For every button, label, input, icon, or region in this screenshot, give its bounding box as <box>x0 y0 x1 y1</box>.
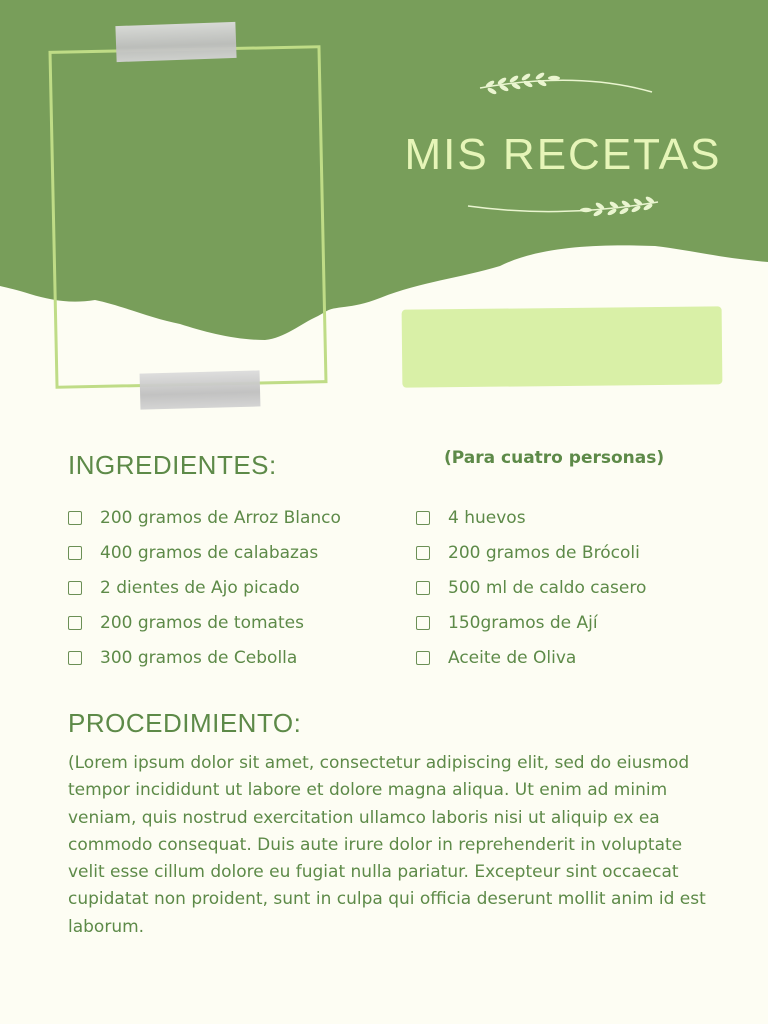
checkbox[interactable] <box>68 616 82 630</box>
checkbox[interactable] <box>416 651 430 665</box>
servings-note: (Para cuatro personas) <box>444 448 665 468</box>
ingredient-item[interactable] <box>68 500 388 535</box>
highlight-banner <box>402 306 723 387</box>
page-title: MIS RECETAS <box>404 130 722 179</box>
ingredient-item[interactable] <box>416 500 736 535</box>
ingredient-label: 200 gramos de Brócoli <box>448 542 640 563</box>
ingredient-item[interactable] <box>416 535 736 570</box>
ingredient-item[interactable] <box>416 570 736 605</box>
photo-frame <box>48 45 327 389</box>
checkbox[interactable] <box>416 581 430 595</box>
ingredient-item[interactable] <box>68 640 388 675</box>
ingredient-item[interactable] <box>68 535 388 570</box>
leaf-sprig-icon <box>466 194 662 220</box>
checkbox[interactable] <box>68 651 82 665</box>
checkbox[interactable] <box>416 511 430 525</box>
checkbox[interactable] <box>416 546 430 560</box>
ingredient-item[interactable] <box>68 570 388 605</box>
ingredient-label: 4 huevos <box>448 507 526 528</box>
ingredients-list-left <box>68 500 388 675</box>
ingredient-item[interactable] <box>68 605 388 640</box>
ingredient-label: 200 gramos de Arroz Blanco <box>100 507 341 528</box>
ingredients-list-right <box>416 500 736 675</box>
ingredient-label: 200 gramos de tomates <box>100 612 304 633</box>
ingredient-item[interactable] <box>416 605 736 640</box>
ingredients-heading: INGREDIENTES: <box>68 450 277 480</box>
ingredient-label: 300 gramos de Cebolla <box>100 647 298 668</box>
tape-strip-top <box>115 22 236 62</box>
checkbox[interactable] <box>68 581 82 595</box>
checkbox[interactable] <box>416 616 430 630</box>
ingredient-item[interactable] <box>416 640 736 675</box>
ingredient-label: 400 gramos de calabazas <box>100 542 319 563</box>
procedure-heading: PROCEDIMIENTO: <box>68 708 302 738</box>
leaf-sprig-icon <box>476 72 656 98</box>
ingredient-label: 500 ml de caldo casero <box>448 577 647 598</box>
procedure-text: (Lorem ipsum dolor sit amet, consectetur adipiscing elit, sed do eiusmod tempor incididunt ut labore et dolore magna aliqua. Ut enim ad minim veniam, quis nostrud exercitation ullamco laboris nisi ut aliquip ex ea commodo consequat. Duis aute irure dolor in reprehenderit in voluptate velit esse cillum dolore eu fugiat nulla pariatur. Excepteur sint occaecat cupidatat non proident, sunt in culpa qui officia deserunt mollit anim id est laborum. <box>68 753 706 937</box>
ingredient-label: 2 dientes de Ajo picado <box>100 577 300 598</box>
tape-strip-bottom <box>140 370 261 409</box>
checkbox[interactable] <box>68 546 82 560</box>
checkbox[interactable] <box>68 511 82 525</box>
ingredient-label: Aceite de Oliva <box>448 647 577 668</box>
ingredient-label: 150gramos de Ají <box>448 612 598 633</box>
